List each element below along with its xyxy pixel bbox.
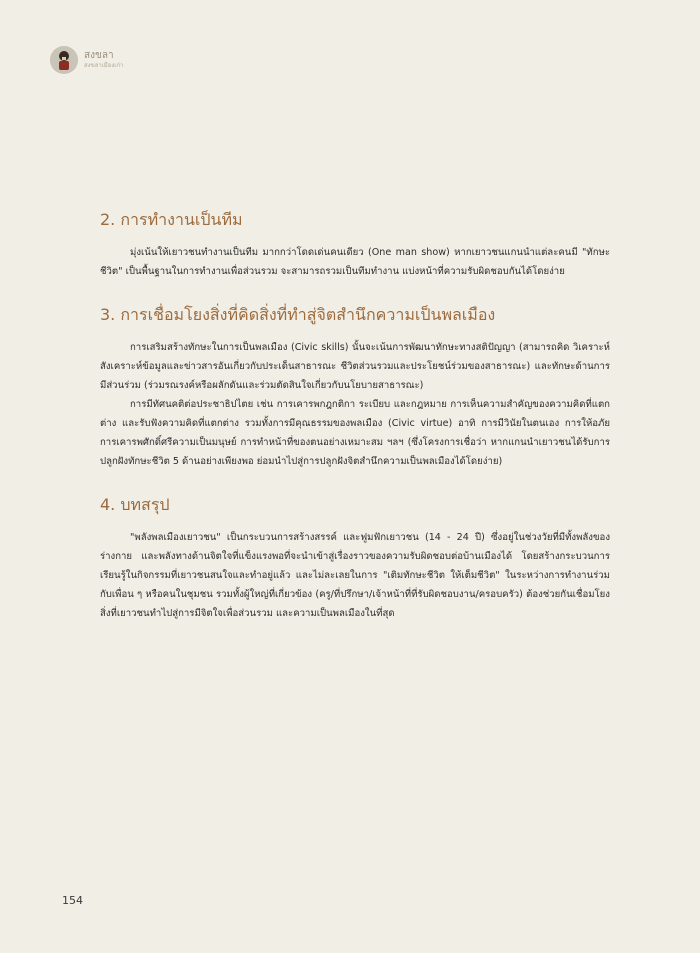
section-heading: 4. บทสรุป [100,495,170,514]
section-heading: 3. การเชื่อมโยงสิ่งที่คิดสิ่งที่ทำสู่จิตสำนึกความเป็นพลเมือง [100,305,496,324]
page-number: 154 [62,894,83,907]
main-content [100,208,610,645]
section-summary [100,493,610,623]
logo-title: สงขลา [84,50,114,61]
logo-icon [50,46,78,74]
paragraph: "พลังพลเมืองเยาวชน" เป็นกระบวนการสร้างสรรค์ และฟูมฟักเยาวชน (14 - 24 ปี) ซึ่งอยู่ในช่วงวัยที่มีทั้งพลังของร่างกาย และพลังทางด้านจิตใจที่แข็งแรงพอที่จะนำเข้าสู่เรื่องราวของความรับผิดชอบต่อบ้านเมืองได้ โดยสร้างกระบวนการเรียนรู้ในกิจกรรมที่เยาวชนสนใจและทำอยู่แล้ว และไม่ละเลยในการ "เติมทักษะชีวิต ให้เต็มชีวิต" ในระหว่างการทำงานร่วมกับเพื่อน ๆ หรือคนในชุมชน รวมทั้งผู้ใหญ่ที่เกี่ยวข้อง (ครู/ที่ปรึกษา/เจ้าหน้าที่ที่รับผิดชอบงาน/ครอบครัว) ต้องช่วยกันเชื่อมโยงสิ่งที่เยาวชนทำไปสู่การมีจิตใจเพื่อส่วนรวม และความเป็นพลเมืองในที่สุด [100,532,610,619]
section-civic-link [100,303,610,471]
header-logo [50,46,123,74]
section-heading: 2. การทำงานเป็นทีม [100,210,243,229]
paragraph: มุ่งเน้นให้เยาวชนทำงานเป็นทีม มากกว่าโดดเด่นคนเดียว (One man show) หากเยาวชนแกนนำแต่ละคนมี "ทักษะชีวิต" เป็นพื้นฐานในการทำงานเพื่อส่วนรวม จะสามารถรวมเป็นทีมทำงาน แบ่งหน้าที่ความรับผิดชอบกันได้โดยง่าย [100,247,610,277]
paragraph: การเสริมสร้างทักษะในการเป็นพลเมือง (Civic skills) นั้นจะเน้นการพัฒนาทักษะทางสติปัญญา (สามารถคิด วิเคราะห์ สังเคราะห์ข้อมูลและข่าวสารอันเกี่ยวกับประเด็นสาธารณะ ชีวิตส่วนรวมและประโยชน์ร่วมของสาธารณะ) และทักษะด้านการมีส่วนร่วม (ร่วมรณรงค์หรือผลักดันและร่วมตัดสินใจเกี่ยวกับนโยบายสาธารณะ) [100,342,610,391]
section-teamwork [100,208,610,281]
logo-subtitle: สงขลาเมืองเก่า [84,62,124,69]
paragraph: การมีทัศนคติต่อประชาธิปไตย เช่น การเคารพกฎกติกา ระเบียบ และกฎหมาย การเห็นความสำคัญของความคิดที่แตกต่าง และรับฟังความคิดที่แตกต่าง รวมทั้งการมีคุณธรรมของพลเมือง (Civic virtue) อาทิ การมีวินัยในตนเอง การให้อภัย การเคารพศักดิ์ศรีความเป็นมนุษย์ การทำหน้าที่ของตนอย่างเหมาะสม ฯลฯ (ซึ่งโครงการเชื่อว่า หากแกนนำเยาวชนได้รับการปลูกฝังทักษะชีวิต 5 ด้านอย่างเพียงพอ ย่อมนำไปสู่การปลูกฝังจิตสำนึกความเป็นพลเมืองได้โดยง่าย) [100,399,610,467]
